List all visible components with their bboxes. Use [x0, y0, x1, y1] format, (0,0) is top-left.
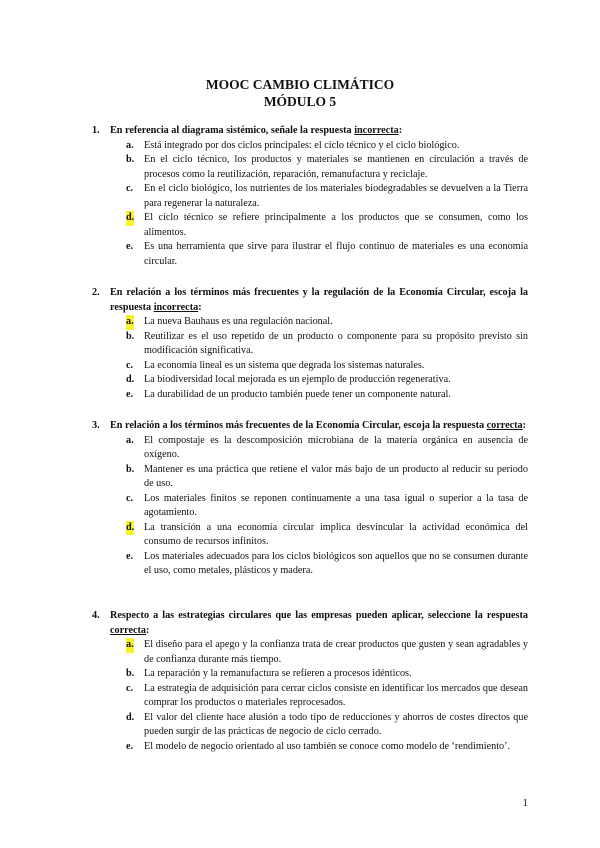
prompt-suffix: :	[198, 301, 202, 313]
question-1	[92, 124, 528, 269]
document-title: MOOC CAMBIO CLIMÁTICO	[205, 77, 395, 92]
question-prompt	[92, 419, 528, 434]
option-b	[92, 330, 528, 359]
option-b	[92, 667, 528, 682]
option-letter: a.	[126, 434, 134, 446]
option-a	[92, 139, 528, 154]
option-text: En el ciclo biológico, los nutrientes de los materiales biodegradables se devuelven a la Tierra para regenerar la naturaleza.	[144, 183, 528, 209]
option-text: Es una herramienta que sirve para ilustrar el flujo continuo de materiales es una economía circular.	[144, 241, 528, 267]
question-prompt	[92, 609, 528, 638]
prompt-text: Respecto a las estrategias circulares que las empresas pueden aplicar, seleccione la respuesta	[110, 610, 528, 621]
option-letter: e.	[126, 388, 134, 400]
option-list	[92, 139, 528, 270]
document-subtitle: MÓDULO 5	[263, 94, 337, 109]
option-letter: c.	[126, 183, 134, 194]
option-letter-highlighted: a.	[126, 315, 134, 330]
option-letter: b.	[126, 154, 135, 165]
prompt-key-word: correcta	[486, 420, 523, 431]
question-4	[92, 609, 528, 754]
option-letter: b.	[126, 463, 135, 475]
question-prompt	[92, 124, 528, 139]
option-c	[92, 492, 528, 521]
option-c	[92, 682, 528, 711]
option-text: El modelo de negocio orientado al uso también se conoce como modelo de ‘rendimiento’.	[144, 740, 511, 752]
option-a	[92, 315, 528, 330]
option-letter: b.	[126, 330, 135, 342]
option-text: El ciclo técnico se refiere principalmente a los productos que se consumen, como los alimentos.	[144, 212, 528, 238]
question-number: 2.	[92, 287, 100, 298]
prompt-suffix: :	[146, 624, 150, 636]
option-text: En el ciclo técnico, los productos y materiales se mantienen en circulación a través de procesos como la reutilización, reparación, remanufactura y reciclaje.	[144, 154, 528, 180]
option-letter: e.	[126, 740, 134, 752]
option-letter: a.	[126, 139, 134, 151]
option-e	[92, 388, 528, 403]
option-b	[92, 463, 528, 492]
option-letter-highlighted: d.	[126, 521, 134, 536]
option-letter: c.	[126, 492, 134, 504]
prompt-text: En relación a los términos más frecuentes de la Economía Circular, escoja la respuesta	[110, 420, 487, 431]
option-letter: b.	[126, 668, 135, 679]
prompt-suffix: :	[522, 420, 527, 431]
question-3	[92, 419, 528, 579]
option-a	[92, 434, 528, 463]
option-text: La estrategia de adquisición para cerrar ciclos consiste en identificar los mercados que desean comprar los productos o materiales reprocesados.	[144, 682, 528, 708]
prompt-suffix: :	[398, 125, 403, 136]
option-letter: d.	[126, 711, 135, 723]
option-d	[92, 521, 528, 550]
option-c	[92, 359, 528, 374]
option-list	[92, 434, 528, 579]
question-number: 3.	[92, 420, 100, 431]
option-d	[92, 373, 528, 388]
option-letter-highlighted: a.	[126, 638, 134, 653]
option-d	[92, 711, 528, 740]
option-text: La transición a una economía circular implica desvincular la actividad económica del consumo de recursos infinitos.	[144, 521, 528, 547]
page-number: 1	[522, 797, 528, 809]
option-text: La economía lineal es un sistema que degrada los sistemas naturales.	[144, 359, 425, 371]
option-letter: e.	[126, 241, 134, 252]
option-text: La durabilidad de un producto también puede tener un componente natural.	[144, 388, 451, 400]
question-number: 4.	[92, 610, 100, 621]
option-letter: e.	[126, 550, 134, 562]
option-d	[92, 211, 528, 240]
prompt-text: En relación a los términos más frecuentes y la regulación de la Economía Circular, escoja la respuesta	[110, 287, 528, 313]
question-2	[92, 286, 528, 402]
option-text: El compostaje es la descomposición microbiana de la materia orgánica en ausencia de oxígeno.	[144, 434, 528, 460]
prompt-key-word: incorrecta	[354, 125, 399, 136]
option-list	[92, 638, 528, 754]
option-text: La nueva Bauhaus es una regulación nacional.	[144, 316, 333, 327]
prompt-key-word: incorrecta	[153, 301, 199, 313]
option-e	[92, 240, 528, 269]
option-a	[92, 638, 528, 667]
question-prompt	[92, 286, 528, 315]
option-letter: c.	[126, 359, 134, 371]
prompt-text: En referencia al diagrama sistémico, señale la respuesta	[110, 125, 355, 136]
option-c	[92, 182, 528, 211]
option-text: Los materiales finitos se reponen continuamente a una tasa igual o superior a la tasa de agotamiento.	[144, 492, 528, 518]
question-number: 1.	[92, 125, 100, 136]
option-text: Mantener es una práctica que retiene el valor más bajo de un producto al reducir su período de uso.	[144, 463, 528, 489]
option-e	[92, 550, 528, 579]
option-text: El valor del cliente hace alusión a todo tipo de reducciones y ahorros de costes directos que pueden surgir de las prácticas de negocio de ciclo cerrado.	[144, 711, 528, 737]
option-text: Reutilizar es el uso repetido de un producto o componente para su propósito previsto sin modificación significativa.	[144, 330, 528, 356]
option-text: El diseño para el apego y la confianza trata de crear productos que gusten y sean agradables y de confianza durante más tiempo.	[144, 639, 528, 665]
option-letter: d.	[126, 374, 135, 385]
option-text: La biodiversidad local mejorada es un ejemplo de producción regenerativa.	[144, 374, 451, 385]
prompt-key-word: correcta	[110, 624, 147, 636]
option-list	[92, 315, 528, 402]
option-letter-highlighted: d.	[126, 211, 134, 226]
option-letter: c.	[126, 682, 134, 694]
option-text: Está integrado por dos ciclos principales: el ciclo técnico y el ciclo biológico.	[144, 139, 460, 151]
option-text: Los materiales adecuados para los ciclos biológicos son aquellos que no se consumen durante el uso, como metales, plásticos y madera.	[144, 550, 528, 576]
option-text: La reparación y la remanufactura se refieren a procesos idénticos.	[144, 668, 412, 679]
option-b	[92, 153, 528, 182]
option-e	[92, 740, 528, 755]
